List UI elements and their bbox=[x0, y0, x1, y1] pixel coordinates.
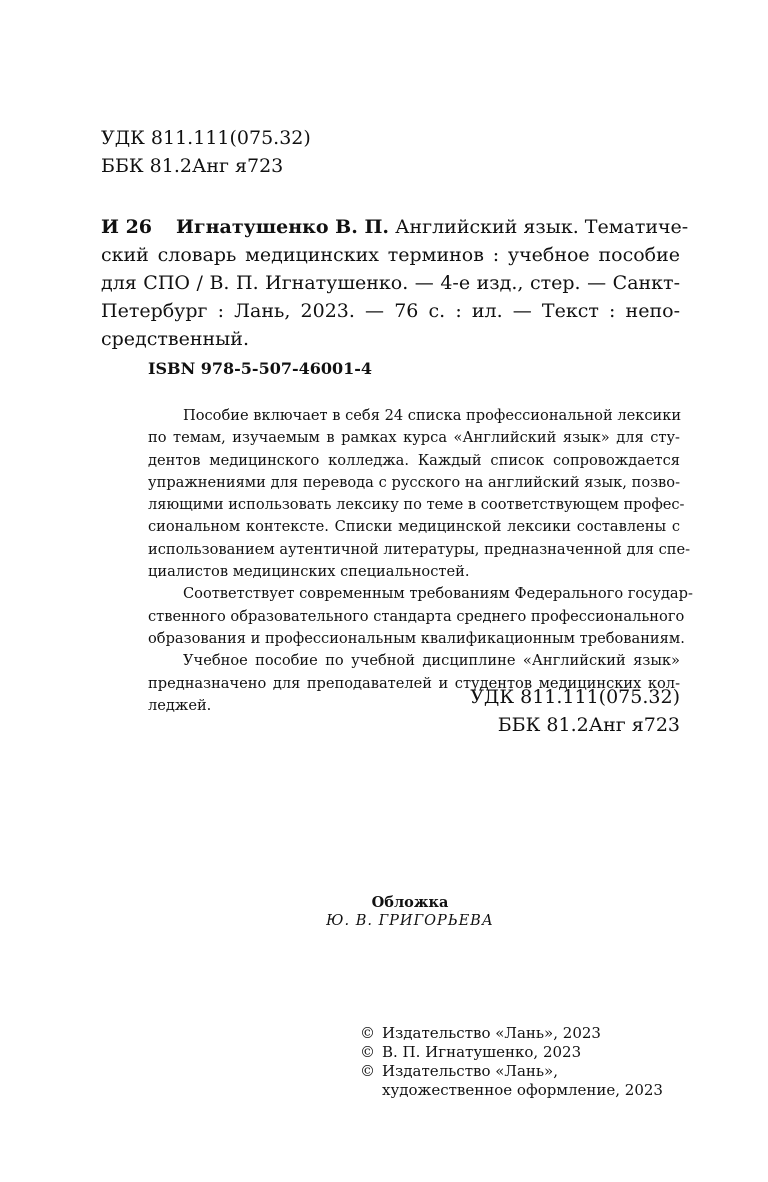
bbk-code-bottom: ББК 81.2Анг я723 bbox=[497, 714, 680, 736]
copyright-symbol: © bbox=[360, 1043, 375, 1061]
isbn: ISBN 978-5-507-46001-4 bbox=[148, 359, 373, 378]
annotation-line: циалистов медицинских специальностей. bbox=[148, 563, 470, 581]
annotation-line: по темам, изучаемым в рамках курса «Английский язык» для сту- bbox=[148, 429, 680, 447]
annotation-line: образования и профессиональным квалификационным требованиям. bbox=[148, 629, 685, 647]
annotation-line: ляющими использовать лексику по теме в соответствующем профес- bbox=[148, 496, 685, 514]
title-start: Английский язык. Тематиче- bbox=[395, 216, 689, 238]
copyright-row bbox=[360, 1043, 663, 1062]
udc-code-bottom: УДК 811.111(075.32) bbox=[470, 686, 680, 708]
cover-label: Обложка bbox=[371, 894, 449, 911]
entry-line-5: средственный. bbox=[101, 328, 249, 350]
copyright-text: Издательство «Лань», bbox=[382, 1062, 559, 1080]
classification-codes-bottom bbox=[470, 683, 680, 739]
copyright-block bbox=[360, 1024, 663, 1100]
copyright-row bbox=[360, 1024, 663, 1043]
entry-line-3: для СПО / В. П. Игнатушенко. — 4-е изд., стер. — Санкт- bbox=[101, 272, 680, 294]
copyright-symbol: © bbox=[360, 1024, 375, 1042]
annotation-line: Пособие включает в себя 24 списка профессиональной лексики bbox=[183, 407, 682, 424]
author-name: Игнатушенко В. П. bbox=[176, 216, 390, 238]
copyright-text: В. П. Игнатушенко, 2023 bbox=[382, 1043, 582, 1061]
copyright-symbol: © bbox=[360, 1062, 375, 1080]
author-code: И 26 bbox=[101, 216, 153, 238]
entry-line-1 bbox=[176, 213, 689, 241]
udc-code: УДК 811.111(075.32) bbox=[101, 127, 311, 149]
annotation-line: Учебное пособие по учебной дисциплине «Английский язык» bbox=[183, 652, 680, 670]
copyright-text-continued: художественное оформление, 2023 bbox=[382, 1081, 663, 1099]
annotation-line: дентов медицинского колледжа. Каждый список сопровождается bbox=[148, 451, 680, 469]
cover-artist: Ю. В. ГРИГОРЬЕВА bbox=[326, 913, 494, 929]
annotation-line: упражнениями для перевода с русского на английский язык, позво- bbox=[148, 473, 680, 491]
annotation-line: Соответствует современным требованиям Федерального государ- bbox=[183, 585, 693, 603]
copyright-text: Издательство «Лань», 2023 bbox=[382, 1024, 601, 1042]
annotation-line: сиональном контексте. Списки медицинской лексики составлены с bbox=[148, 518, 680, 536]
annotation-line: ственного образовательного стандарта среднего профессионального bbox=[148, 607, 685, 625]
copyright-row bbox=[360, 1062, 663, 1081]
annotation-line: леджей. bbox=[148, 696, 212, 714]
annotation-line: использованием аутентичной литературы, предназначенной для спе- bbox=[148, 540, 691, 558]
entry-line-2: ский словарь медицинских терминов : учебное пособие bbox=[101, 244, 680, 266]
bbk-code: ББК 81.2Анг я723 bbox=[101, 155, 284, 177]
entry-line-4: Петербург : Лань, 2023. — 76 с. : ил. — Текст : непо- bbox=[101, 300, 680, 322]
annotation bbox=[148, 405, 693, 717]
cover-credit bbox=[310, 893, 510, 931]
annotation-line: предназначено для преподавателей и студентов медицинских кол- bbox=[148, 674, 680, 692]
classification-codes-top bbox=[101, 124, 311, 180]
